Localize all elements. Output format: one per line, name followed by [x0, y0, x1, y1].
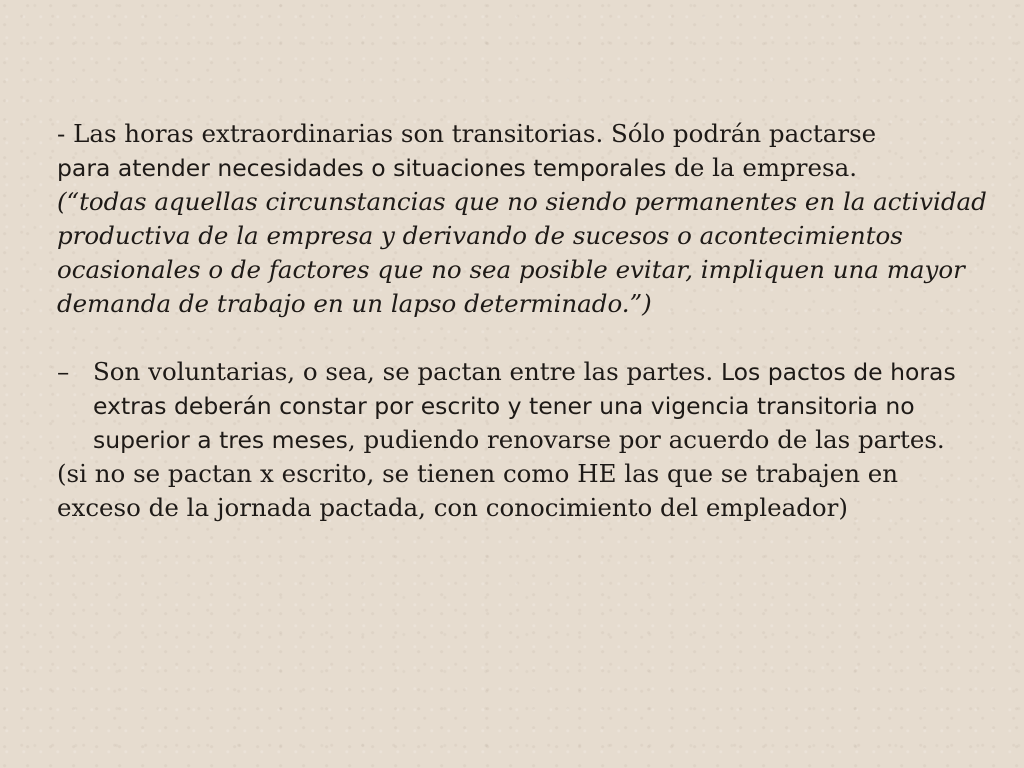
paragraph-line-2-rest: de la empresa. — [666, 153, 857, 182]
emphasis-temporales: para atender necesidades o situaciones temporales — [57, 154, 667, 182]
paragraph-line-1: - Las horas extraordinarias son transitorias. Sólo podrán pactarse — [57, 119, 877, 148]
bullet-rest: , pudiendo renovarse por acuerdo de las partes. — [347, 425, 945, 454]
paragraph-transitorias — [57, 117, 987, 321]
quote-definition: (“todas aquellas circunstancias que no siendo permanentes en la actividad productiva de la empresa y derivando de sucesos o acontecimientos ocasionales o de factores que no sea posible evitar, impliquen una mayor demanda de trabajo en un lapso determinado.”) — [57, 187, 987, 318]
spacer — [57, 321, 987, 355]
bullet-voluntarias — [57, 355, 987, 457]
bullet-dash: – — [57, 357, 70, 386]
bullet-intro: Son voluntarias, o sea, se pactan entre las partes. — [93, 357, 721, 386]
slide-content — [57, 117, 987, 525]
note-escrito: (si no se pactan x escrito, se tienen como HE las que se trabajen en exceso de la jornada pactada, con conocimiento del empleador) — [57, 459, 899, 522]
emphasis-pactos: Los pactos de horas extras deberán constar por escrito y tener una vigencia transitoria no superior a tres meses — [93, 358, 956, 454]
bullet-text — [93, 355, 987, 457]
